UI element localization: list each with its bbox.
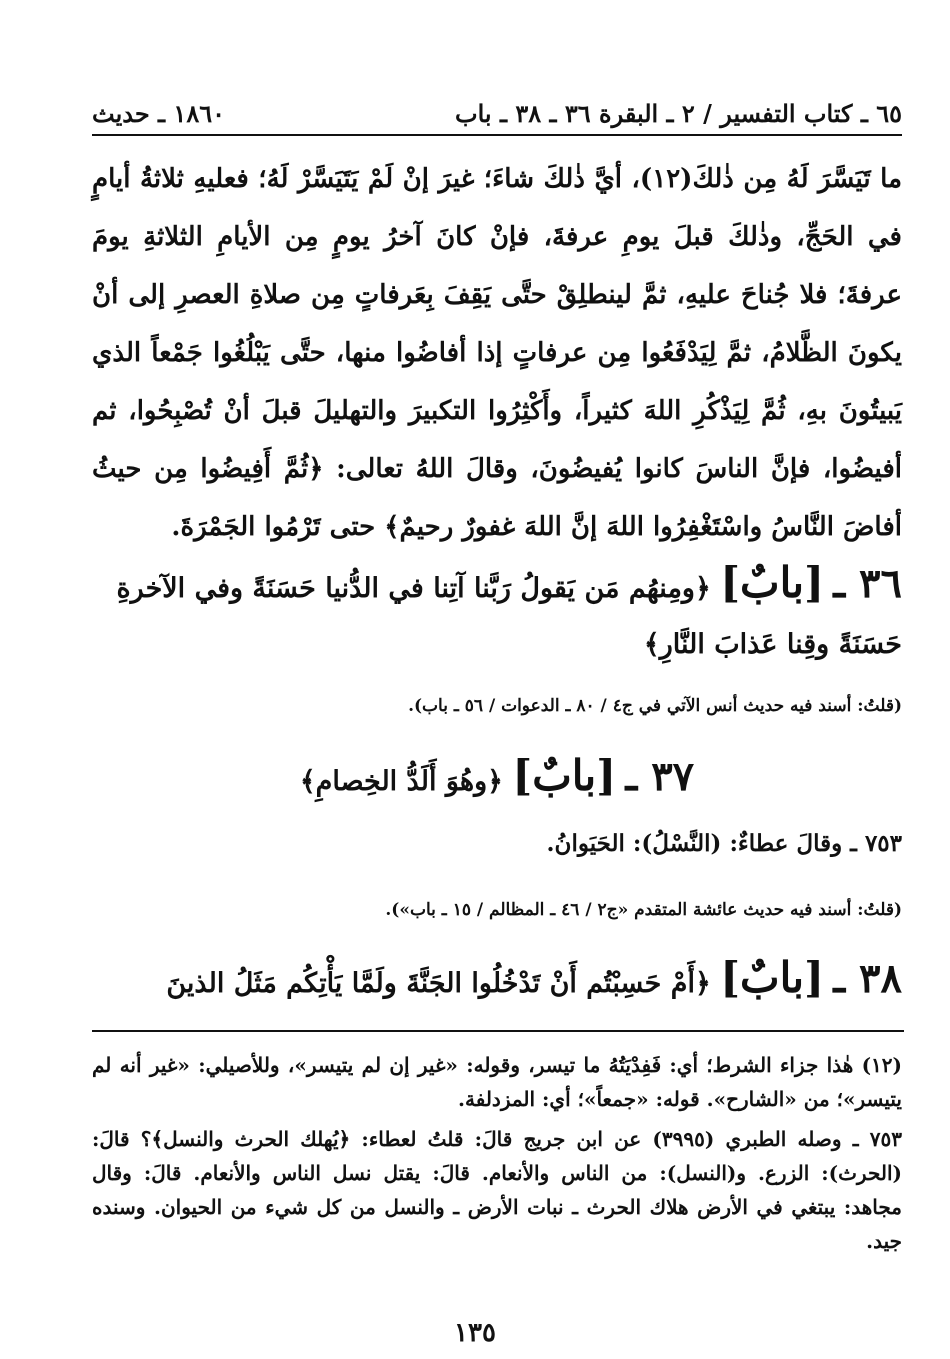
main-paragraph: [92, 150, 902, 556]
chapter-36-number: ٣٦ ـ: [833, 560, 902, 607]
footnote-753: ٧٥٣ ـ وصله الطبري (٣٩٩٥) عن ابن جريج قالَ: قلتُ لعطاء: ﴿يُهلك الحرث والنسل﴾؟ قالَ: (الحرث): الزرع. و(النسل): من الناس والأنعام. قالَ: يقتل نسل الناس والأنعام. قالَ: وقال مجاهد: يبتغي في الأرض هلاك الحرث ـ نبات الأرض ـ والنسل من كل شيء من الحيوان. وسنده جيد.: [92, 1127, 902, 1253]
chapter-37-bab: [بابٌ]: [512, 751, 617, 800]
main-paragraph-text: ما تَيَسَّرَ لَهُ مِن ذٰلكَ(١٢)، أيَّ ذٰلكَ شاءَ؛ غيرَ إنْ لَمْ يَتَيَسَّرْ لَهُ؛ فعليهِ ثلاثةُ أيامٍ في الحَجِّ، وذٰلكَ قبلَ يومِ عرفةَ، فإنْ كانَ آخرُ يومٍ مِن الأيامِ الثلاثةِ يومَ عرفةَ؛ فلا جُناحَ عليهِ، ثمَّ لينطلِقْ حتَّى يَقِفَ بِعَرفاتٍ مِن صلاةِ العصرِ إلى أنْ يكونَ الظَّلامُ، ثمَّ لِيَدْفَعُوا مِن عرفاتٍ إذا أفاضُوا منها، حتَّى يَبْلُغُوا جَمْعاً الذي يَبيتُونَ بهِ، ثُمَّ لِيَذْكُرِ اللهَ كثيراً، وأَكْثِرُوا التكبيرَ والتهليلَ قبلَ أنْ تُصْبِحُوا، ثم أفيضُوا، فإنَّ الناسَ كانوا يُفيضُونَ، وقالَ اللهُ تعالى: ﴿ثُمَّ أَفِيضُوا مِن حيثُ أفاضَ النَّاسُ واسْتَغْفِرُوا اللهَ إنَّ اللهَ غفورٌ رحيمٌ﴾ حتى تَرْمُوا الجَمْرَةَ.: [92, 164, 902, 542]
page-number: ١٣٥: [454, 1318, 496, 1348]
footnote-separator: [92, 1030, 904, 1032]
chapter-37-verse: ﴿وهُوَ أَلَدُّ الخِصامِ﴾: [299, 766, 503, 797]
hadith-753: ٧٥٣ ـ وقالَ عطاءٌ: (النَّسْلُ): الحَيَوانُ.: [546, 830, 902, 857]
footnote-12: (١٢) هٰذا جزاء الشرط؛ أي: فَفِدْيَتُهُ ما تيسر، وقوله: «غير إن لم يتيسر»، وللأصيلي: «غير أنه لم يتيسر»؛ من «الشارح». قوله: «جمعاً»؛ أي: المزدلفة.: [92, 1053, 902, 1111]
chapter-38-verse: ﴿أَمْ حَسِبْتُم أَنْ تَدْخُلُوا الجَنَّةَ ولَمَّا يَأْتِكُم مَثَلُ الذينَ: [166, 968, 711, 999]
chapter-38: [92, 950, 902, 1012]
chapter-37: [92, 748, 902, 810]
footnotes: [92, 1048, 902, 1264]
header-left: ١٨٦٠ ـ حديث: [92, 99, 225, 128]
chapter-36: [92, 555, 902, 673]
chapter-36-bab: [بابٌ]: [720, 558, 824, 607]
chapter-37-number: ٣٧ ـ: [625, 753, 695, 800]
chapter-36-verse: ﴿ومِنهُم مَن يَقولُ رَبَّنا آتِنا في الدُّنيا حَسَنَةً وفي الآخرةِ حَسَنَةً وقِنا عَذابَ النَّارِ﴾: [116, 573, 902, 660]
header-right: ٦٥ ـ كتاب التفسير / ٢ ـ البقرة ٣٦ ـ ٣٨ ـ باب: [455, 99, 902, 128]
running-header: [92, 88, 902, 136]
note-37: (قلتُ: أسند فيه حديث عائشة المتقدم «ج٢ / ٤٦ ـ المظالم / ١٥ ـ باب»).: [385, 900, 902, 920]
chapter-38-bab: [بابٌ]: [720, 953, 824, 1002]
chapter-38-number: ٣٨ ـ: [833, 955, 902, 1002]
note-36: (قلتُ: أسند فيه حديث أنس الآتي في ج٤ / ٨٠ ـ الدعوات / ٥٦ ـ باب).: [408, 696, 902, 716]
